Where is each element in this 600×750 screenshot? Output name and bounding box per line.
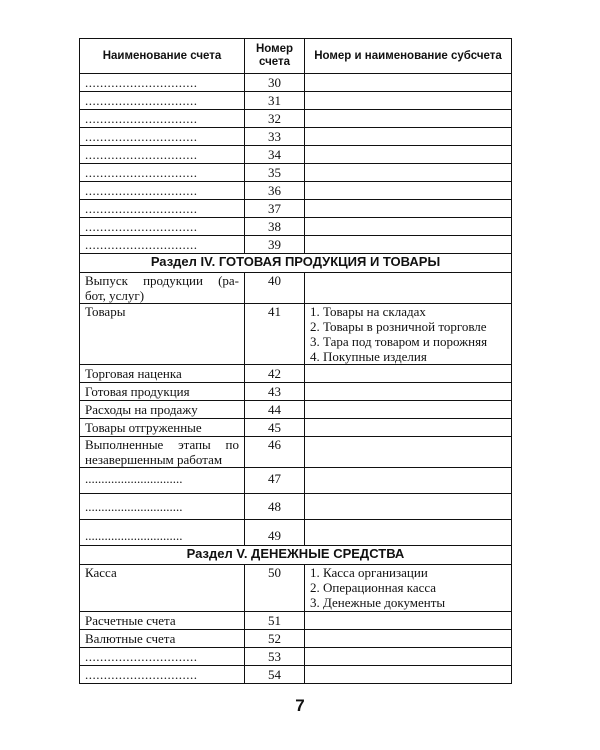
table-row	[80, 494, 512, 520]
account-number: 41	[245, 304, 305, 365]
account-number: 33	[245, 128, 305, 146]
account-number: 39	[245, 236, 305, 254]
account-name-placeholder: ..............................	[80, 182, 245, 200]
account-number: 34	[245, 146, 305, 164]
table-row	[80, 437, 512, 468]
account-name-placeholder: ..............................	[80, 218, 245, 236]
subaccount-item: 2. Товары в розничной торговле	[310, 319, 487, 334]
table-row	[80, 468, 512, 494]
subaccount-cell	[305, 666, 512, 684]
account-name-placeholder: ..............................	[80, 520, 245, 546]
subaccount-cell	[305, 401, 512, 419]
table-row	[80, 565, 512, 612]
account-number: 36	[245, 182, 305, 200]
account-number: 54	[245, 666, 305, 684]
subaccount-cell	[305, 74, 512, 92]
account-name-line: незавершенным работам	[85, 452, 223, 467]
account-name-line: Выполненные этапы по	[85, 437, 239, 452]
account-number: 45	[245, 419, 305, 437]
table-row	[80, 401, 512, 419]
subaccount-item: 1. Касса организации	[310, 565, 428, 580]
subaccount-cell	[305, 164, 512, 182]
subaccount-cell	[305, 437, 512, 468]
subaccount-cell	[305, 218, 512, 236]
header-account-name: Наименование счета	[80, 39, 245, 74]
subaccount-cell	[305, 146, 512, 164]
account-number: 47	[245, 468, 305, 494]
subaccount-cell	[305, 92, 512, 110]
subaccount-cell	[305, 520, 512, 546]
subaccount-cell	[305, 365, 512, 383]
table-row	[80, 304, 512, 365]
table-header-row	[80, 39, 512, 74]
account-number: 35	[245, 164, 305, 182]
subaccount-cell	[305, 182, 512, 200]
account-number: 48	[245, 494, 305, 520]
account-number: 42	[245, 365, 305, 383]
subaccount-list	[305, 565, 512, 612]
account-name-placeholder: ..............................	[80, 128, 245, 146]
account-number: 40	[245, 273, 305, 304]
account-name: Торговая наценка	[80, 365, 245, 383]
subaccount-list	[305, 304, 512, 365]
table-row	[80, 365, 512, 383]
account-name: Расчетные счета	[80, 612, 245, 630]
account-name: Товары отгруженные	[80, 419, 245, 437]
table-row	[80, 74, 512, 92]
subaccount-item: 3. Денежные документы	[310, 595, 446, 610]
table-row	[80, 383, 512, 401]
table-row	[80, 273, 512, 304]
table-row	[80, 164, 512, 182]
table-row	[80, 630, 512, 648]
account-name: Расходы на продажу	[80, 401, 245, 419]
table-row	[80, 92, 512, 110]
subaccount-item: 4. Покупные изделия	[310, 349, 427, 364]
subaccount-cell	[305, 383, 512, 401]
section-title: Раздел IV. ГОТОВАЯ ПРОДУКЦИЯ И ТОВАРЫ	[80, 254, 512, 273]
section-title: Раздел V. ДЕНЕЖНЫЕ СРЕДСТВА	[80, 546, 512, 565]
account-number: 31	[245, 92, 305, 110]
account-number: 32	[245, 110, 305, 128]
subaccount-cell	[305, 110, 512, 128]
account-name-line: Выпуск продукции (ра-	[85, 273, 239, 288]
account-number: 53	[245, 648, 305, 666]
header-subaccount: Номер и наименование субсчета	[305, 39, 512, 74]
table-row	[80, 236, 512, 254]
subaccount-item: 2. Операционная касса	[310, 580, 437, 595]
subaccount-cell	[305, 128, 512, 146]
table-row	[80, 520, 512, 546]
account-name-placeholder: ..............................	[80, 468, 245, 494]
account-name-placeholder: ..............................	[80, 236, 245, 254]
subaccount-cell	[305, 612, 512, 630]
account-number: 44	[245, 401, 305, 419]
account-number: 50	[245, 565, 305, 612]
table-row	[80, 419, 512, 437]
account-number: 51	[245, 612, 305, 630]
subaccount-cell	[305, 630, 512, 648]
account-name: Касса	[80, 565, 245, 612]
account-name-placeholder: ..............................	[80, 146, 245, 164]
account-number: 30	[245, 74, 305, 92]
table-row	[80, 648, 512, 666]
subaccount-cell	[305, 273, 512, 304]
subaccount-cell	[305, 236, 512, 254]
table-row	[80, 666, 512, 684]
section-header-row	[80, 254, 512, 273]
account-name-placeholder: ..............................	[80, 648, 245, 666]
section-header-row	[80, 546, 512, 565]
account-number: 52	[245, 630, 305, 648]
account-name-placeholder: ..............................	[80, 200, 245, 218]
subaccount-cell	[305, 419, 512, 437]
account-name-placeholder: ..............................	[80, 110, 245, 128]
header-account-number: Номер счета	[245, 39, 305, 74]
table-row	[80, 200, 512, 218]
account-name: Готовая продукция	[80, 383, 245, 401]
account-number: 38	[245, 218, 305, 236]
subaccount-item: 1. Товары на складах	[310, 304, 426, 319]
account-number: 43	[245, 383, 305, 401]
account-number: 46	[245, 437, 305, 468]
account-name: Товары	[80, 304, 245, 365]
account-name-placeholder: ..............................	[80, 92, 245, 110]
subaccount-cell	[305, 648, 512, 666]
table-row	[80, 128, 512, 146]
account-number: 49	[245, 520, 305, 546]
account-name-placeholder: ..............................	[80, 494, 245, 520]
subaccount-cell	[305, 200, 512, 218]
account-name: Валютные счета	[80, 630, 245, 648]
account-name-placeholder: ..............................	[80, 164, 245, 182]
subaccount-cell	[305, 494, 512, 520]
table-row	[80, 612, 512, 630]
table-row	[80, 146, 512, 164]
account-name-line: бот, услуг)	[85, 288, 145, 303]
table-row	[80, 110, 512, 128]
account-name-placeholder: ..............................	[80, 74, 245, 92]
account-number: 37	[245, 200, 305, 218]
subaccount-item: 3. Тара под товаром и порожняя	[310, 334, 488, 349]
table-row	[80, 182, 512, 200]
account-name	[80, 437, 245, 468]
account-name-placeholder: ..............................	[80, 666, 245, 684]
table-row	[80, 218, 512, 236]
subaccount-cell	[305, 468, 512, 494]
page-number: 7	[295, 696, 305, 715]
account-name	[80, 273, 245, 304]
chart-of-accounts-table	[79, 38, 512, 684]
